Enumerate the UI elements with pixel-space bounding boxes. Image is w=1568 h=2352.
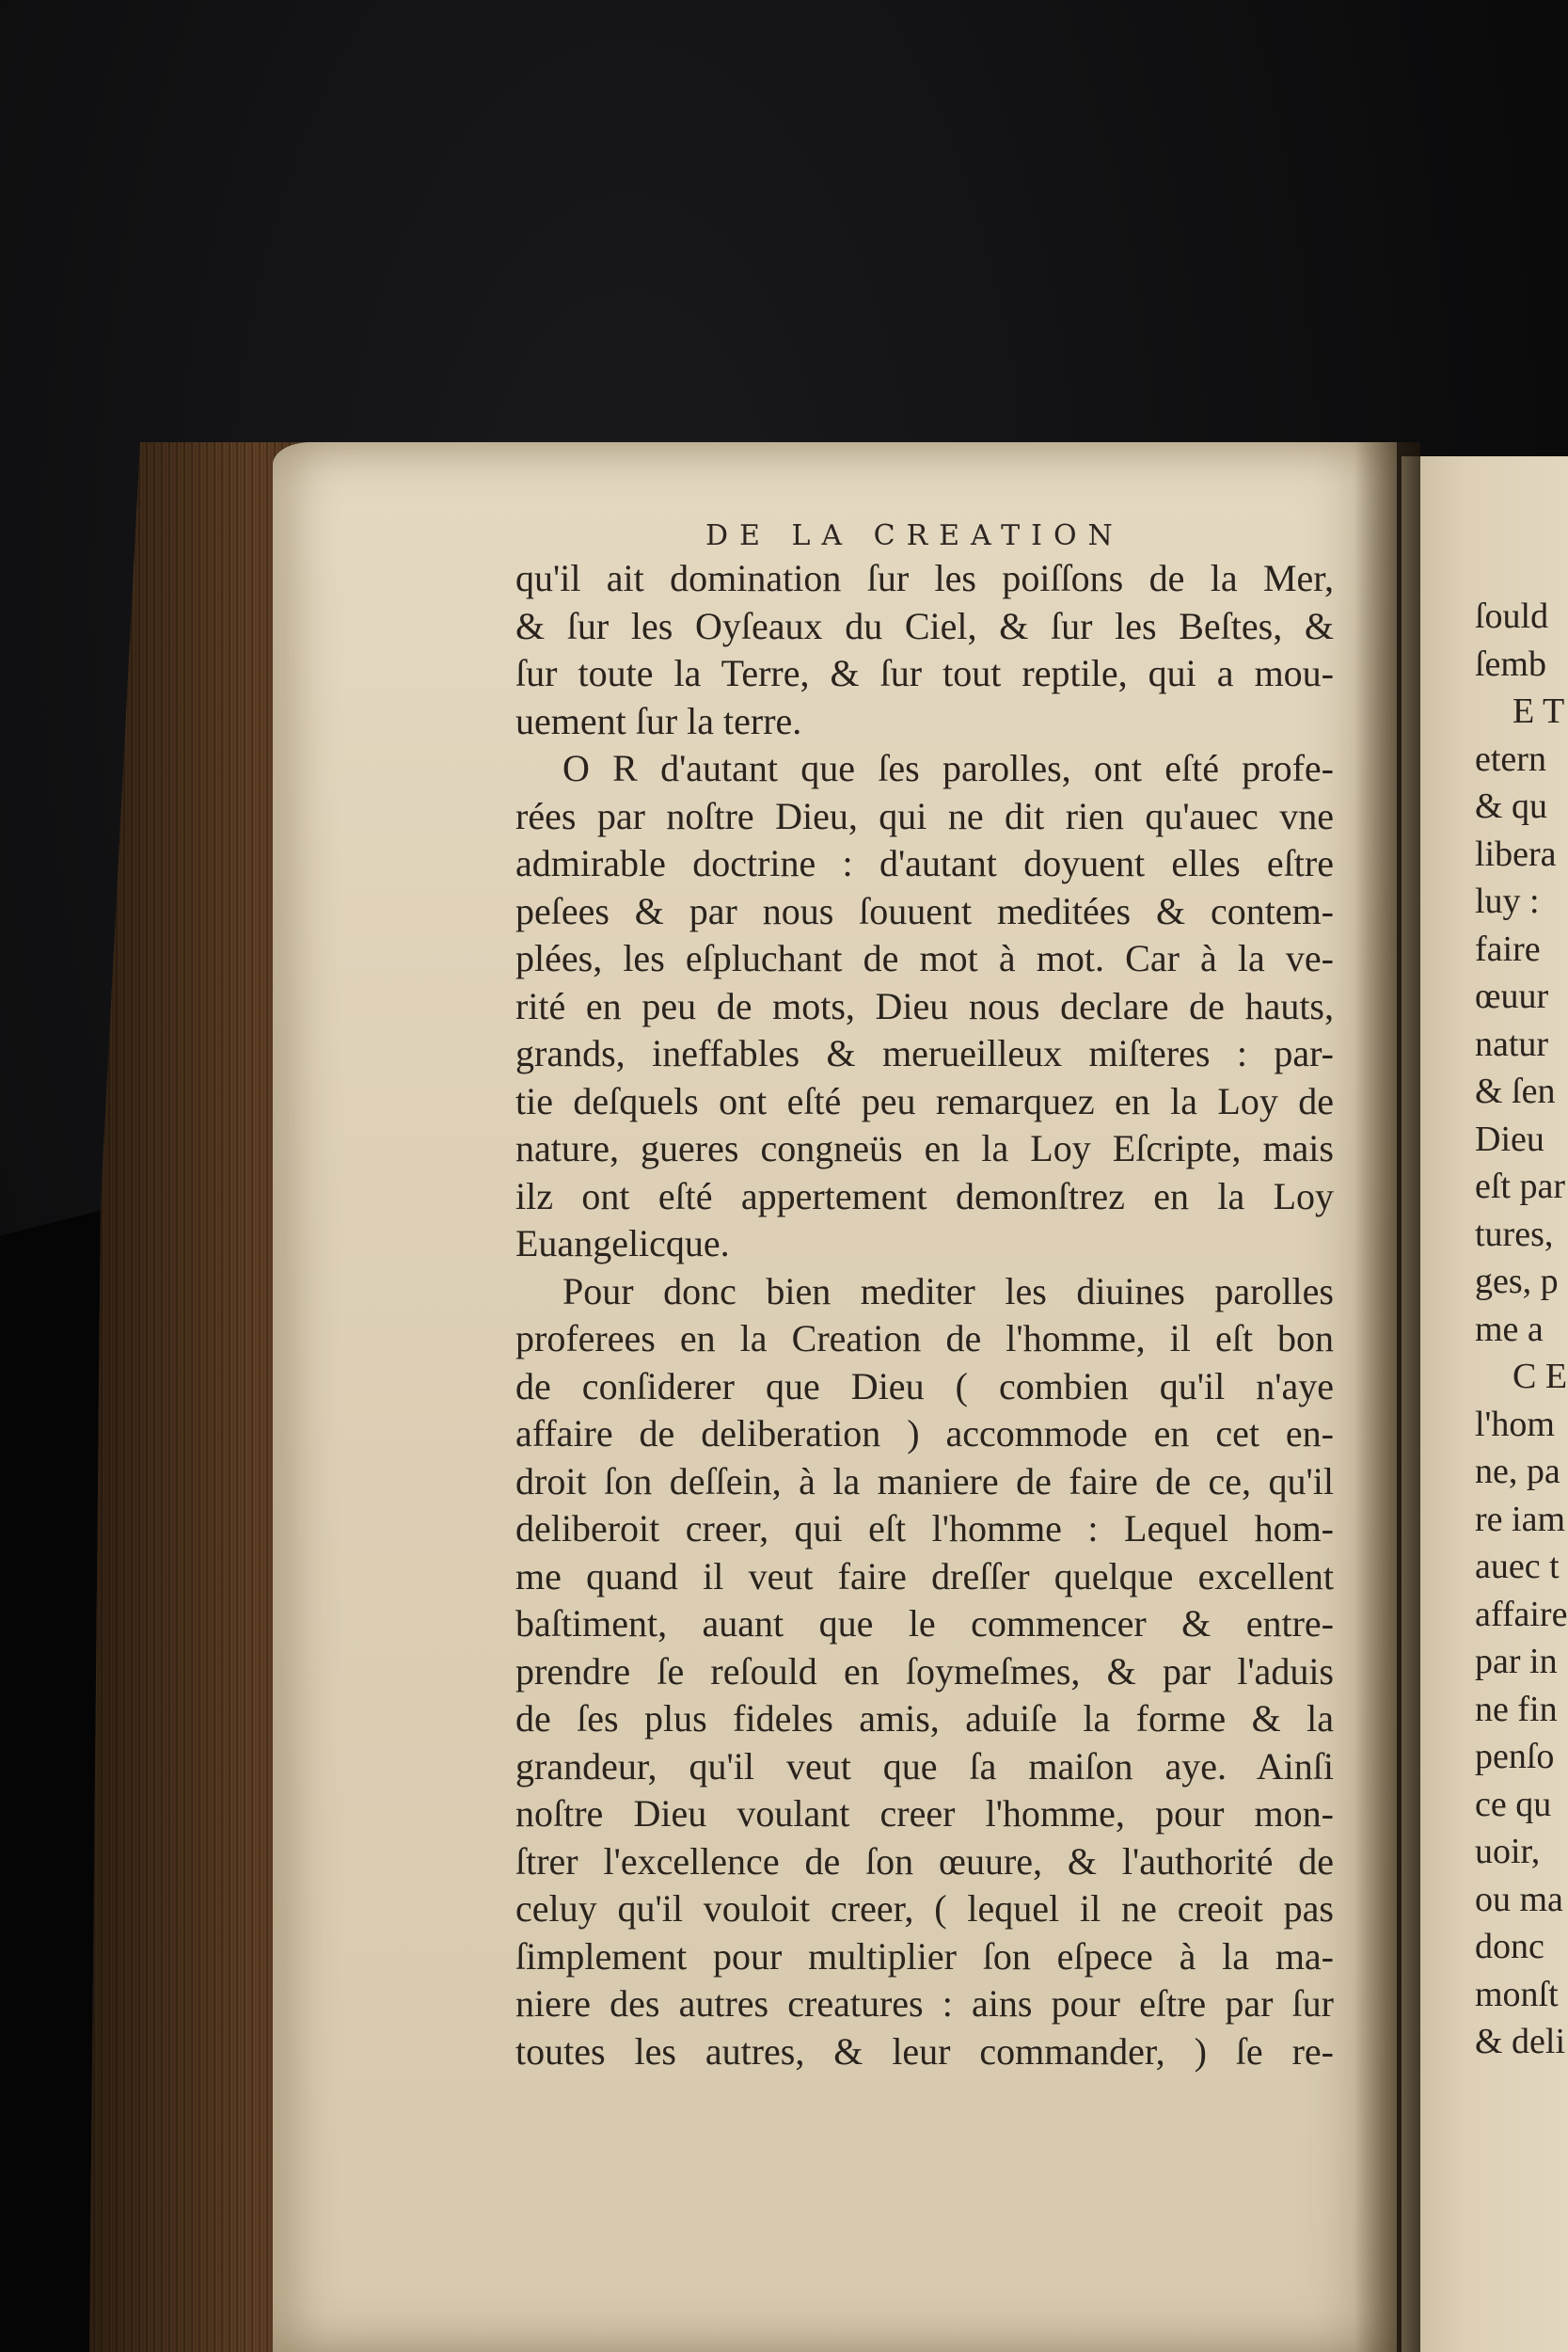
text-line: me quand il veut faire dreſſer quelque excellent <box>515 1554 1334 1597</box>
text-line: ſur toute la Terre, & ſur tout reptile, qui a mou- <box>515 652 1334 694</box>
text-line: noſtre Dieu voulant creer l'homme, pour mon- <box>515 1792 1334 1835</box>
text-line: de ſes plus fideles amis, aduiſe la forme & la <box>515 1697 1334 1740</box>
right-text-line: etern <box>1475 739 1546 779</box>
text-line: ſimplement pour multiplier ſon eſpece à la ma- <box>515 1934 1334 1978</box>
text-line: grandeur, qu'il veut que ſa maiſon aye. Ainſi <box>515 1744 1334 1788</box>
right-text-line: affaire <box>1475 1594 1568 1634</box>
left-page-text <box>515 555 1334 2075</box>
text-line: deliberoit creer, qui eſt l'homme : Lequel hom- <box>515 1507 1334 1549</box>
right-text-line: tures, <box>1475 1214 1554 1254</box>
right-text-line: monſt <box>1475 1974 1559 2014</box>
text-line: uement ſur la terre. <box>515 699 802 742</box>
text-line: qu'il ait domination ſur les poiſſons de la Mer, <box>515 557 1334 599</box>
running-head: DE LA CREATION <box>705 519 1124 552</box>
right-text-line: donc <box>1475 1927 1544 1966</box>
right-text-line: uoir, <box>1475 1832 1541 1871</box>
text-line: O R d'autant que ſes parolles, ont eſté profe- <box>562 747 1334 789</box>
right-text-line: C E <box>1513 1357 1568 1396</box>
text-line: proferees en la Creation de l'homme, il eſt bon <box>515 1317 1334 1359</box>
text-line: nature, gueres congneüs en la Loy Eſcripte, mais <box>515 1127 1334 1169</box>
right-text-line: ce qu <box>1475 1784 1552 1824</box>
right-text-line: & deli <box>1475 2022 1566 2061</box>
right-text-line: l'hom <box>1475 1404 1555 1444</box>
right-text-line: ne fin <box>1475 1689 1558 1729</box>
right-text-line: ges, p <box>1475 1262 1559 1301</box>
right-page-text <box>1475 593 1568 2066</box>
right-text-line: & ſen <box>1475 1072 1556 1111</box>
text-line: & ſur les Oyſeaux du Ciel, & ſur les Beſtes, & <box>515 604 1334 647</box>
right-text-line: natur <box>1475 1024 1549 1064</box>
text-line: peſees & par nous ſouuent meditées & contem- <box>515 889 1334 932</box>
text-line: rité en peu de mots, Dieu nous declare de hauts, <box>515 984 1334 1027</box>
right-text-line: ne, pa <box>1475 1452 1560 1491</box>
text-line: rées par noſtre Dieu, qui ne dit rien qu'auec vne <box>515 794 1334 837</box>
right-text-line: re iam <box>1475 1499 1566 1539</box>
right-text-line: penſo <box>1475 1737 1555 1776</box>
right-text-line: par in <box>1475 1642 1558 1681</box>
text-line: niere des autres creatures : ains pour eſtre par ſur <box>515 1982 1334 2025</box>
text-line: de conſiderer que Dieu ( combien qu'il n'aye <box>515 1364 1334 1407</box>
text-line: tie deſquels ont eſté peu remarquez en la Loy de <box>515 1079 1334 1122</box>
text-line: admirable doctrine : d'autant doyuent elles eſtre <box>515 842 1334 884</box>
right-text-line: & qu <box>1475 787 1548 826</box>
text-line: toutes les autres, & leur commander, ) ſe re- <box>515 2029 1334 2073</box>
text-line: prendre ſe reſould en ſoymeſmes, & par l'aduis <box>515 1649 1334 1692</box>
right-text-line: libera <box>1475 834 1557 874</box>
right-text-line: auec t <box>1475 1547 1560 1586</box>
text-line: plées, les eſpluchant de mot à mot. Car à la ve- <box>515 937 1334 979</box>
right-text-line: Dieu <box>1475 1119 1544 1159</box>
text-line: ilz ont eſté appertement demonſtrez en la Loy <box>515 1174 1334 1217</box>
text-line: grands, ineffables & merueilleux miſteres : par- <box>515 1032 1334 1074</box>
text-line: Euangelicque. <box>515 1222 730 1264</box>
right-text-line: E T <box>1513 691 1565 731</box>
right-text-line: me a <box>1475 1309 1544 1349</box>
right-text-line: eſt par <box>1475 1167 1566 1206</box>
text-line: baſtiment, auant que le commencer & entre- <box>515 1602 1334 1645</box>
text-line: ſtrer l'excellence de ſon œuure, & l'authorité de <box>515 1839 1334 1883</box>
book-gutter <box>1354 442 1420 2352</box>
right-text-line: ou ma <box>1475 1879 1563 1919</box>
right-text-line: ſould <box>1475 596 1549 636</box>
right-text-line: œuur <box>1475 977 1549 1016</box>
right-text-line: faire <box>1475 929 1541 969</box>
text-line: Pour donc bien mediter les diuines parolles <box>562 1269 1334 1312</box>
right-text-line: ſemb <box>1475 644 1546 684</box>
text-line: affaire de deliberation ) accommode en cet en- <box>515 1412 1334 1454</box>
right-text-line: luy : <box>1475 882 1540 921</box>
text-line: droit ſon deſſein, à la maniere de faire de ce, qu'il <box>515 1459 1334 1502</box>
text-line: celuy qu'il vouloit creer, ( lequel il ne creoit pas <box>515 1887 1334 1930</box>
